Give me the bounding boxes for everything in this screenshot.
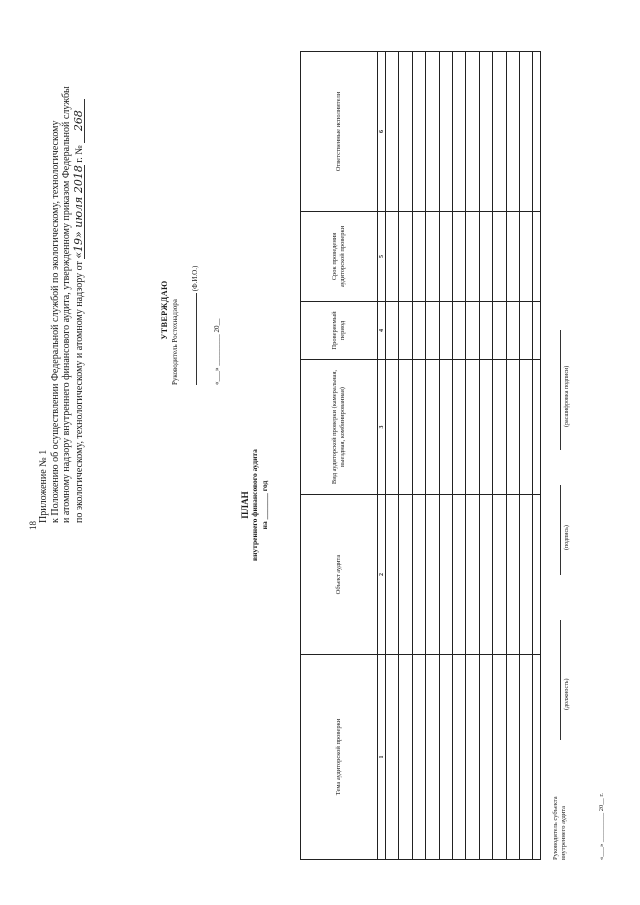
- table-cell: [466, 495, 479, 655]
- table-cell: [479, 212, 492, 302]
- order-number: 268: [73, 99, 86, 143]
- table-cell: [533, 302, 541, 360]
- table-cell: [399, 655, 412, 860]
- column-header: Срок проведения аудиторской проверки: [301, 212, 378, 302]
- table-cell: [466, 302, 479, 360]
- column-header: Объект аудита: [301, 495, 378, 655]
- table-cell: [452, 302, 465, 360]
- table-cell: [412, 212, 425, 302]
- table-cell: [506, 302, 519, 360]
- table-row: [479, 52, 492, 860]
- table-cell: [386, 302, 399, 360]
- table-cell: [519, 655, 532, 860]
- column-header: Ответственные исполнители: [301, 52, 378, 212]
- table-cell: [386, 655, 399, 860]
- table-cell: [533, 212, 541, 302]
- table-row: [506, 52, 519, 860]
- table-cell: [439, 212, 452, 302]
- signature-line: [196, 293, 197, 385]
- plan-title-block: [240, 425, 270, 585]
- table-cell: [479, 655, 492, 860]
- approval-date: «___» _________ 20__: [213, 318, 221, 385]
- approval-position: Руководитель Ростехнадзора: [171, 299, 179, 385]
- signature-line: [560, 485, 561, 575]
- table-cell: [399, 52, 412, 212]
- column-number-row: [378, 52, 386, 860]
- table-cell: [426, 655, 439, 860]
- signature-caption: (подпись): [564, 525, 570, 550]
- table-cell: [466, 52, 479, 212]
- order-date: «19» июля 2018: [71, 165, 85, 259]
- table-cell: [466, 655, 479, 860]
- annex-line-order: [73, 86, 86, 523]
- plan-year: на _______ год: [260, 480, 269, 530]
- annex-block: [38, 86, 85, 523]
- table-cell: [439, 360, 452, 495]
- column-header: Тема аудиторской проверки: [301, 655, 378, 860]
- table-cell: [412, 52, 425, 212]
- table-cell: [479, 360, 492, 495]
- annex-line: Приложение № 1: [38, 449, 49, 523]
- table-cell: [452, 52, 465, 212]
- table-cell: [479, 52, 492, 212]
- page-number: 18: [28, 521, 38, 530]
- column-header: Проверяемый период: [301, 302, 378, 360]
- annex-line: и атомному надзору внутреннего финансового аудита, утвержденному приказом Федеральной службы: [61, 86, 73, 523]
- table-cell: [493, 302, 506, 360]
- table-cell: [519, 302, 532, 360]
- table-cell: [479, 495, 492, 655]
- column-number: 2: [378, 495, 386, 655]
- table-cell: [533, 495, 541, 655]
- table-cell: [412, 302, 425, 360]
- table-cell: [452, 212, 465, 302]
- table-cell: [506, 52, 519, 212]
- table-row: [412, 52, 425, 860]
- column-number: 5: [378, 212, 386, 302]
- table-row: [386, 52, 399, 860]
- plan-subtitle: внутреннего финансового аудита: [250, 449, 259, 561]
- table-cell: [386, 52, 399, 212]
- annex-line: к Положению об осуществлении Федеральной службой по экологическому, технологическому: [49, 120, 61, 523]
- table-row: [493, 52, 506, 860]
- footer-date: «___» _________ 20__ г.: [598, 793, 605, 860]
- table-cell: [493, 212, 506, 302]
- table-cell: [493, 495, 506, 655]
- table-cell: [386, 212, 399, 302]
- table-cell: [399, 360, 412, 495]
- annex-line: по экологическому, технологическому и атомному надзору от: [73, 261, 85, 523]
- table-cell: [452, 655, 465, 860]
- table-cell: [506, 655, 519, 860]
- table-cell: [439, 655, 452, 860]
- table-cell: [466, 212, 479, 302]
- column-header: Вид аудиторской проверки (камеральная, выездная, комбинированная): [301, 360, 378, 495]
- table-cell: [399, 302, 412, 360]
- table-cell: [452, 360, 465, 495]
- table-cell: [426, 52, 439, 212]
- table-cell: [519, 212, 532, 302]
- table-cell: [493, 360, 506, 495]
- table-cell: [399, 212, 412, 302]
- number-sign: №: [73, 145, 85, 155]
- table-cell: [506, 360, 519, 495]
- table-cell: [506, 495, 519, 655]
- table-row: [426, 52, 439, 860]
- table-row: [399, 52, 412, 860]
- footer-signatory: Руководитель субъекта внутреннего аудита: [552, 796, 567, 860]
- column-number: 1: [378, 655, 386, 860]
- table-cell: [493, 52, 506, 212]
- table-row: [452, 52, 465, 860]
- table-cell: [466, 360, 479, 495]
- position-line: [560, 620, 561, 740]
- decode-line: [560, 330, 561, 450]
- table-row: [519, 52, 532, 860]
- table-cell: [439, 302, 452, 360]
- table-cell: [533, 655, 541, 860]
- header-row: [301, 52, 378, 860]
- table-row: [533, 52, 541, 860]
- table-cell: [519, 52, 532, 212]
- year-suffix: г.: [73, 157, 85, 163]
- table-cell: [479, 302, 492, 360]
- approval-fio-caption: (Ф.И.О.): [191, 265, 199, 292]
- approval-heading: УТВЕРЖДАЮ: [160, 280, 169, 340]
- table-cell: [412, 655, 425, 860]
- table-cell: [439, 495, 452, 655]
- position-caption: (должность): [564, 678, 570, 710]
- table-row: [466, 52, 479, 860]
- audit-plan-table: [300, 51, 541, 860]
- table-row: [439, 52, 452, 860]
- table-cell: [493, 655, 506, 860]
- table-cell: [412, 360, 425, 495]
- table-cell: [386, 495, 399, 655]
- table-cell: [399, 495, 412, 655]
- table-cell: [452, 495, 465, 655]
- table-cell: [426, 302, 439, 360]
- table-cell: [519, 360, 532, 495]
- table-cell: [533, 52, 541, 212]
- table-cell: [386, 360, 399, 495]
- column-number: 6: [378, 52, 386, 212]
- table-cell: [426, 212, 439, 302]
- table-cell: [519, 495, 532, 655]
- plan-title: ПЛАН: [240, 491, 250, 519]
- table-cell: [439, 52, 452, 212]
- table-cell: [412, 495, 425, 655]
- decode-caption: (расшифровка подписи): [564, 365, 570, 427]
- table-cell: [426, 495, 439, 655]
- approval-block: [160, 235, 221, 385]
- table-cell: [506, 212, 519, 302]
- column-number: 3: [378, 360, 386, 495]
- table-cell: [426, 360, 439, 495]
- approval-signature-row: [191, 235, 199, 385]
- table-cell: [533, 360, 541, 495]
- column-number: 4: [378, 302, 386, 360]
